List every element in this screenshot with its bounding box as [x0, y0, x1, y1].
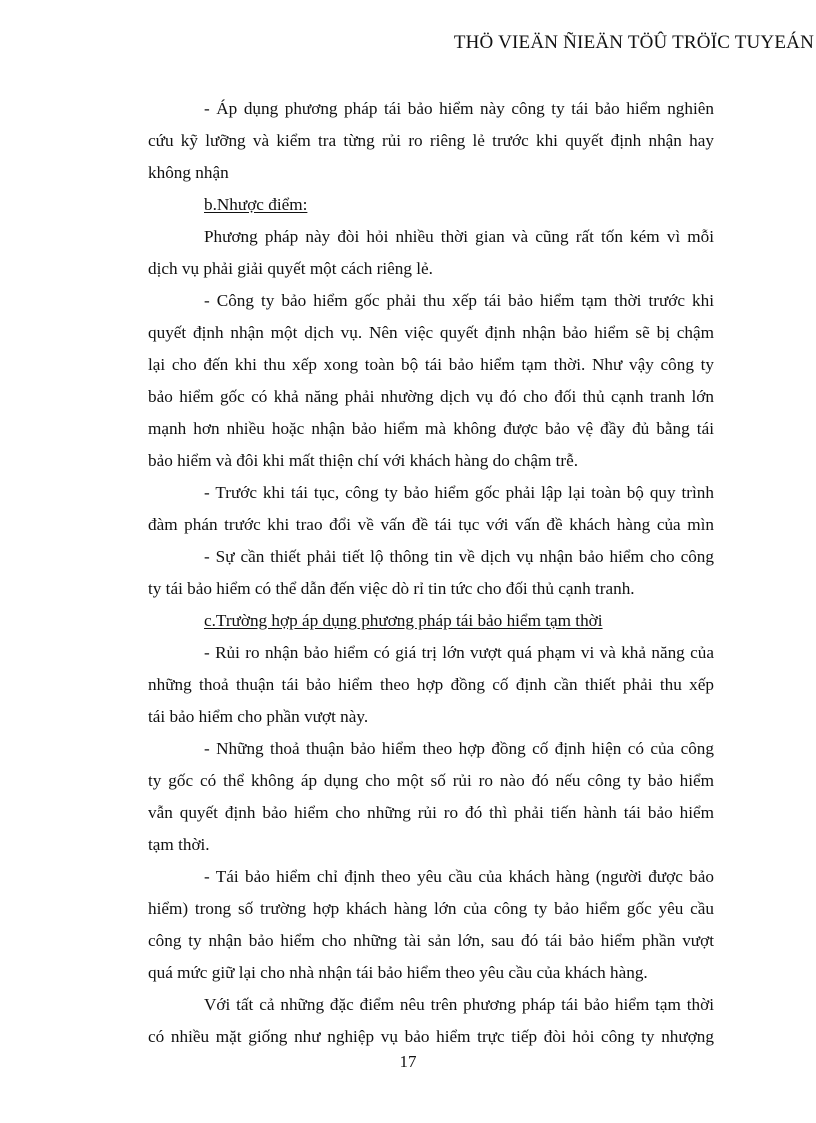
- paragraph-line: - Áp dụng phương pháp tái bảo hiểm này công ty tái bảo hiểm nghiên: [204, 99, 714, 118]
- paragraph-line: tái bảo hiểm cho phần vượt này.: [148, 707, 369, 726]
- page-header-title: THÖ VIEÄN ÑIEÄN TÖÛ TRÖÏC TUYEÁN: [453, 32, 814, 53]
- paragraph-line: bảo hiểm và đôi khi mất thiện chí với khách hàng do chậm trễ.: [148, 451, 579, 470]
- paragraph-line: đàm phán trước khi trao đổi về vấn đề tái tục với vấn đề khách hàng của mìn: [148, 515, 714, 534]
- paragraph-line: - Sự cần thiết phải tiết lộ thông tin về dịch vụ nhận bảo hiểm cho công: [204, 547, 714, 566]
- paragraph-line: Với tất cả những đặc điểm nêu trên phương pháp tái bảo hiểm tạm thời: [204, 995, 714, 1014]
- paragraph-line: không nhận: [148, 163, 229, 182]
- paragraph-line: quyết định nhận một dịch vụ. Nên việc quyết định nhận bảo hiểm sẽ bị chậm: [148, 323, 714, 342]
- paragraph-line: ty tái bảo hiểm có thể dẫn đến việc dò rỉ tin tức cho đối thủ cạnh tranh.: [148, 579, 635, 598]
- paragraph-line: công ty nhận bảo hiểm cho những tài sản lớn, sau đó tái bảo hiểm phần vượt: [148, 931, 714, 950]
- paragraph-line: ty gốc có thể không áp dụng cho một số rủi ro nào đó nếu công ty bảo hiểm: [148, 771, 714, 790]
- paragraph-line: tạm thời.: [148, 835, 210, 854]
- paragraph-line: lại cho đến khi thu xếp xong toàn bộ tái bảo hiểm tạm thời. Như vậy công ty: [148, 355, 714, 374]
- paragraph-line: dịch vụ phải giải quyết một cách riêng lẻ.: [148, 259, 433, 278]
- section-heading: c.Trường hợp áp dụng phương pháp tái bảo hiểm tạm thời: [204, 611, 603, 630]
- paragraph-line: - Những thoả thuận bảo hiểm theo hợp đồng cố định hiện có của công: [204, 739, 714, 758]
- paragraph-line: những thoả thuận tái bảo hiểm theo hợp đồng cố định cần thiết phải thu xếp: [148, 675, 714, 694]
- paragraph-line: hiểm) trong số trường hợp khách hàng lớn của công ty bảo hiểm gốc yêu cầu: [148, 899, 714, 918]
- paragraph-line: mạnh hơn nhiều hoặc nhận bảo hiểm mà không được bảo vệ đầy đủ bằng tái: [148, 419, 714, 438]
- paragraph-line: - Rủi ro nhận bảo hiểm có giá trị lớn vượt quá phạm vi và khả năng của: [204, 643, 714, 662]
- paragraph-line: cứu kỹ lưỡng và kiểm tra từng rủi ro riêng lẻ trước khi quyết định nhận hay: [148, 131, 714, 150]
- paragraph-line: bảo hiểm gốc có khả năng phải nhường dịch vụ đó cho đối thủ cạnh tranh lớn: [148, 387, 714, 406]
- paragraph-line: vẫn quyết định bảo hiểm cho những rủi ro đó thì phải tiến hành tái bảo hiểm: [148, 803, 714, 822]
- paragraph-line: - Trước khi tái tục, công ty bảo hiểm gốc phải lập lại toàn bộ quy trình: [204, 483, 714, 502]
- paragraph-line: có nhiều mặt giống như nghiệp vụ bảo hiểm trực tiếp đòi hỏi công ty nhượng: [148, 1027, 714, 1046]
- section-heading: b.Nhược điểm:: [204, 195, 308, 214]
- page-number: 17: [399, 1052, 417, 1071]
- paragraph-line: Phương pháp này đòi hỏi nhiều thời gian và cũng rất tốn kém vì mỗi: [204, 227, 714, 246]
- paragraph-line: quá mức giữ lại cho nhà nhận tái bảo hiểm theo yêu cầu của khách hàng.: [148, 963, 648, 982]
- paragraph-line: - Công ty bảo hiểm gốc phải thu xếp tái bảo hiểm tạm thời trước khi: [204, 291, 714, 310]
- paragraph-line: - Tái bảo hiểm chỉ định theo yêu cầu của khách hàng (người được bảo: [204, 867, 714, 886]
